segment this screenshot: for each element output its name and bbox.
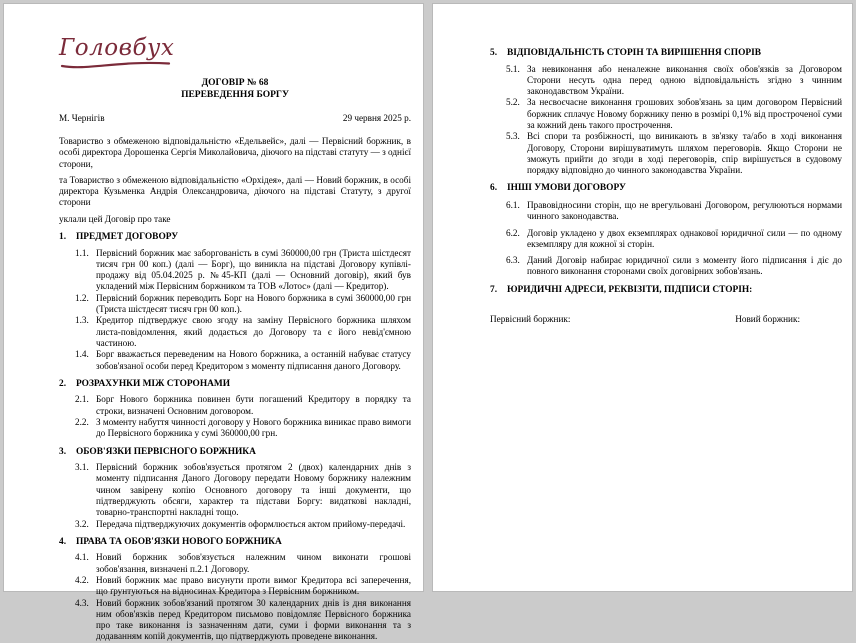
signature-new-debtor-label: Новий боржник: bbox=[735, 314, 800, 325]
clause-text: Борг вважається переведеним на Нового боржника, а останній набуває статусу зобов'язаної особи перед Кредитором з моменту підписання даного Договору. bbox=[96, 349, 411, 371]
section-heading bbox=[59, 379, 411, 391]
clause-text: Первісний боржник має заборгованість в сумі 360000,00 грн (Триста шістдесят тисяч грн 00 коп.) (далі — Борг), що виникла на підставі Договору купівлі-продажу від 05.04.2025 р. №45-КП (далі — Основний договір), який був укладений між Первісним боржником та ТОВ «Лотос» (далі — Кредитор). bbox=[96, 247, 411, 292]
section-number: 6. bbox=[490, 183, 498, 194]
section-heading bbox=[490, 183, 842, 195]
section-heading bbox=[59, 447, 411, 459]
section bbox=[59, 537, 411, 643]
section bbox=[59, 379, 411, 440]
section-number: 4. bbox=[59, 536, 67, 547]
clause-number: 4.3. bbox=[75, 597, 89, 608]
clause bbox=[490, 255, 842, 278]
clause bbox=[59, 417, 411, 440]
clause bbox=[59, 394, 411, 417]
clause-text: За несвоєчасне виконання грошових зобов'язань за цим договором Первісний боржник сплачує Новому боржнику пеню в розмірі 0,1% від простроченої суми за кожний день такого прострочення. bbox=[527, 97, 842, 130]
signatures-row bbox=[490, 314, 842, 324]
page-2-content bbox=[490, 4, 842, 591]
preamble-paragraph: Товариство з обмеженою відповідальністю «Едельвейс», далі — Первісний боржник, в особі директора Дорошенка Сергія Миколайовича, діючого на підставі статуту — з однієї сторони, bbox=[59, 136, 411, 169]
section-title: ПРЕДМЕТ ДОГОВОРУ bbox=[76, 232, 179, 243]
clause-number: 1.4. bbox=[75, 349, 89, 360]
clause bbox=[490, 200, 842, 223]
clause-text: Новий боржник має право висунути проти вимог Кредитора всі заперечення, що ґрунтуються на відносинах Кредитора з Первісним боржником. bbox=[96, 574, 411, 597]
document-date: 29 червня 2025 р. bbox=[342, 113, 411, 123]
clause bbox=[59, 315, 411, 349]
clause bbox=[490, 97, 842, 131]
clause-number: 3.1. bbox=[75, 462, 89, 473]
document-page-2 bbox=[432, 3, 853, 592]
clause-number: 4.2. bbox=[75, 574, 89, 585]
section-heading bbox=[59, 537, 411, 549]
clause bbox=[490, 228, 842, 251]
section-heading bbox=[490, 285, 842, 297]
page-2-sections bbox=[490, 48, 842, 296]
section-number: 7. bbox=[490, 284, 498, 295]
section bbox=[490, 285, 842, 297]
clause-number: 1.2. bbox=[75, 292, 89, 303]
section bbox=[59, 232, 411, 372]
document-city: М. Чернігів bbox=[59, 113, 105, 123]
golovbukh-logo-text: Головбух bbox=[59, 35, 175, 61]
clause-text: Новий боржник зобов'язаний протягом 30 календарних днів із дня виконання ним обов'язків перед Кредитором письмово повідомляє Первісного боржника про таке виконання із зазначенням дати, суми і форми виконання та з додаванням копій документів, що підтверджують проведене виконання. bbox=[96, 597, 411, 642]
section-number: 1. bbox=[59, 232, 67, 243]
city-date-row bbox=[59, 113, 411, 123]
clause-number: 1.1. bbox=[75, 247, 89, 258]
clause-number: 6.2. bbox=[506, 227, 520, 238]
clause bbox=[59, 519, 411, 530]
section-title: ІНШІ УМОВИ ДОГОВОРУ bbox=[507, 183, 626, 194]
document-title-line2: ПЕРЕВЕДЕННЯ БОРГУ bbox=[181, 90, 289, 100]
preamble bbox=[59, 136, 411, 225]
section bbox=[490, 48, 842, 176]
clause bbox=[490, 64, 842, 98]
section-title: ПРАВА ТА ОБОВ'ЯЗКИ НОВОГО БОРЖНИКА bbox=[76, 536, 282, 547]
document-title bbox=[59, 77, 411, 101]
clause-text: Новий боржник зобов'язується належним чином виконати грошові зобов'язання, визначені п.2.1 Договору. bbox=[96, 552, 411, 574]
page-1-content bbox=[59, 4, 411, 642]
golovbukh-logo bbox=[59, 35, 177, 70]
clause bbox=[59, 349, 411, 372]
section-title: РОЗРАХУНКИ МІЖ СТОРОНАМИ bbox=[76, 378, 231, 389]
clause-number: 5.2. bbox=[506, 97, 520, 108]
section-number: 3. bbox=[59, 446, 67, 457]
clause bbox=[59, 462, 411, 518]
clause-number: 5.3. bbox=[506, 131, 520, 142]
section-number: 2. bbox=[59, 378, 67, 389]
clause-text: Кредитор підтверджує свою згоду на заміну Первісного боржника шляхом листа-повідомлення, який додається до Договору та є його невід'ємною частиною. bbox=[96, 315, 411, 348]
clause-number: 2.1. bbox=[75, 394, 89, 405]
section-heading bbox=[59, 232, 411, 244]
clause-text: Всі спори та розбіжності, що виникають в зв'язку та/або в ході виконання Договору, Сторони вирішуватимуть шляхом переговорів. Якщо Сторони не зможуть прийти до згоди в ході переговорів, спір вирішується в судовому порядку відповідно до чинного законодавства України. bbox=[527, 131, 842, 176]
section-number: 5. bbox=[490, 48, 498, 58]
clause-text: Борг Нового боржника повинен бути погашений Кредитору в порядку та строки, визначені Основним договором. bbox=[96, 394, 411, 416]
clause-text: Правовідносини сторін, що не врегульовані Договором, регулюються нормами чинного законодавства. bbox=[527, 199, 842, 222]
clause-text: Даний Договір набирає юридичної сили з моменту його підписання і діє до повного виконання сторонами своїх договірних зобов'язань. bbox=[527, 255, 842, 277]
section-title: ВІДПОВІДАЛЬНІСТЬ СТОРІН ТА ВИРІШЕННЯ СПОРІВ bbox=[507, 48, 761, 58]
clause-text: Передача підтверджуючих документів оформлюється актом прийому-передачі. bbox=[96, 518, 406, 529]
clause bbox=[59, 552, 411, 575]
clause-text: Первісний боржник переводить Борг на Нового боржника в сумі 360000,00 грн (Триста шістдесят тисяч грн 00 коп.). bbox=[96, 292, 411, 315]
clause bbox=[59, 598, 411, 643]
clause-number: 3.2. bbox=[75, 518, 89, 529]
preamble-paragraph: уклали цей Договір про таке bbox=[59, 213, 171, 224]
clause bbox=[59, 575, 411, 598]
section-title: ОБОВ'ЯЗКИ ПЕРВІСНОГО БОРЖНИКА bbox=[76, 446, 256, 457]
section bbox=[59, 447, 411, 530]
clause-number: 4.1. bbox=[75, 552, 89, 563]
clause-text: Первісний боржник зобов'язується протягом 2 (двох) календарних днів з моменту підписання Даного Договору передати Новому боржнику належним чином завірену копію Основного договору та інші документи, що підтверджують обсяги, характер та підстави Боргу: видаткові накладні, товарно-транспортні накладні тощо. bbox=[96, 462, 411, 518]
clause bbox=[59, 293, 411, 316]
clause-number: 5.1. bbox=[506, 63, 520, 74]
signature-original-debtor-label: Первісний боржник: bbox=[490, 314, 571, 325]
clause-number: 6.1. bbox=[506, 199, 520, 210]
clause bbox=[490, 131, 842, 176]
section-heading bbox=[490, 48, 842, 60]
section-title: ЮРИДИЧНІ АДРЕСИ, РЕКВІЗІТИ, ПІДПИСИ СТОРІН: bbox=[507, 284, 753, 295]
clause-text: Договір укладено у двох екземплярах однакової юридичної сили — по одному екземпляру для кожної зі сторін. bbox=[527, 227, 842, 249]
document-page-1 bbox=[3, 3, 424, 642]
clause-number: 2.2. bbox=[75, 416, 89, 427]
page-1-sections bbox=[59, 232, 411, 643]
clause-number: 1.3. bbox=[75, 315, 89, 326]
clause-text: За невиконання або неналежне виконання своїх обов'язків за Договором Сторони несуть одна перед одною відповідальність згідно з чинним законодавством України. bbox=[527, 63, 842, 97]
document-title-line1: ДОГОВІР № 68 bbox=[201, 78, 269, 88]
clause-text: З моменту набуття чинності договору у Нового боржника виникає право вимоги до Первісного боржника у сумі 360000,00 грн. bbox=[96, 416, 411, 439]
section bbox=[490, 183, 842, 277]
clause-number: 6.3. bbox=[506, 255, 520, 266]
preamble-paragraph: та Товариство з обмеженою відповідальністю «Орхідея», далі — Новий боржник, в особі директора Кузьменка Андрія Олександровича, діючого на підставі Статуту, з другої сторони bbox=[59, 174, 411, 208]
clause bbox=[59, 248, 411, 293]
